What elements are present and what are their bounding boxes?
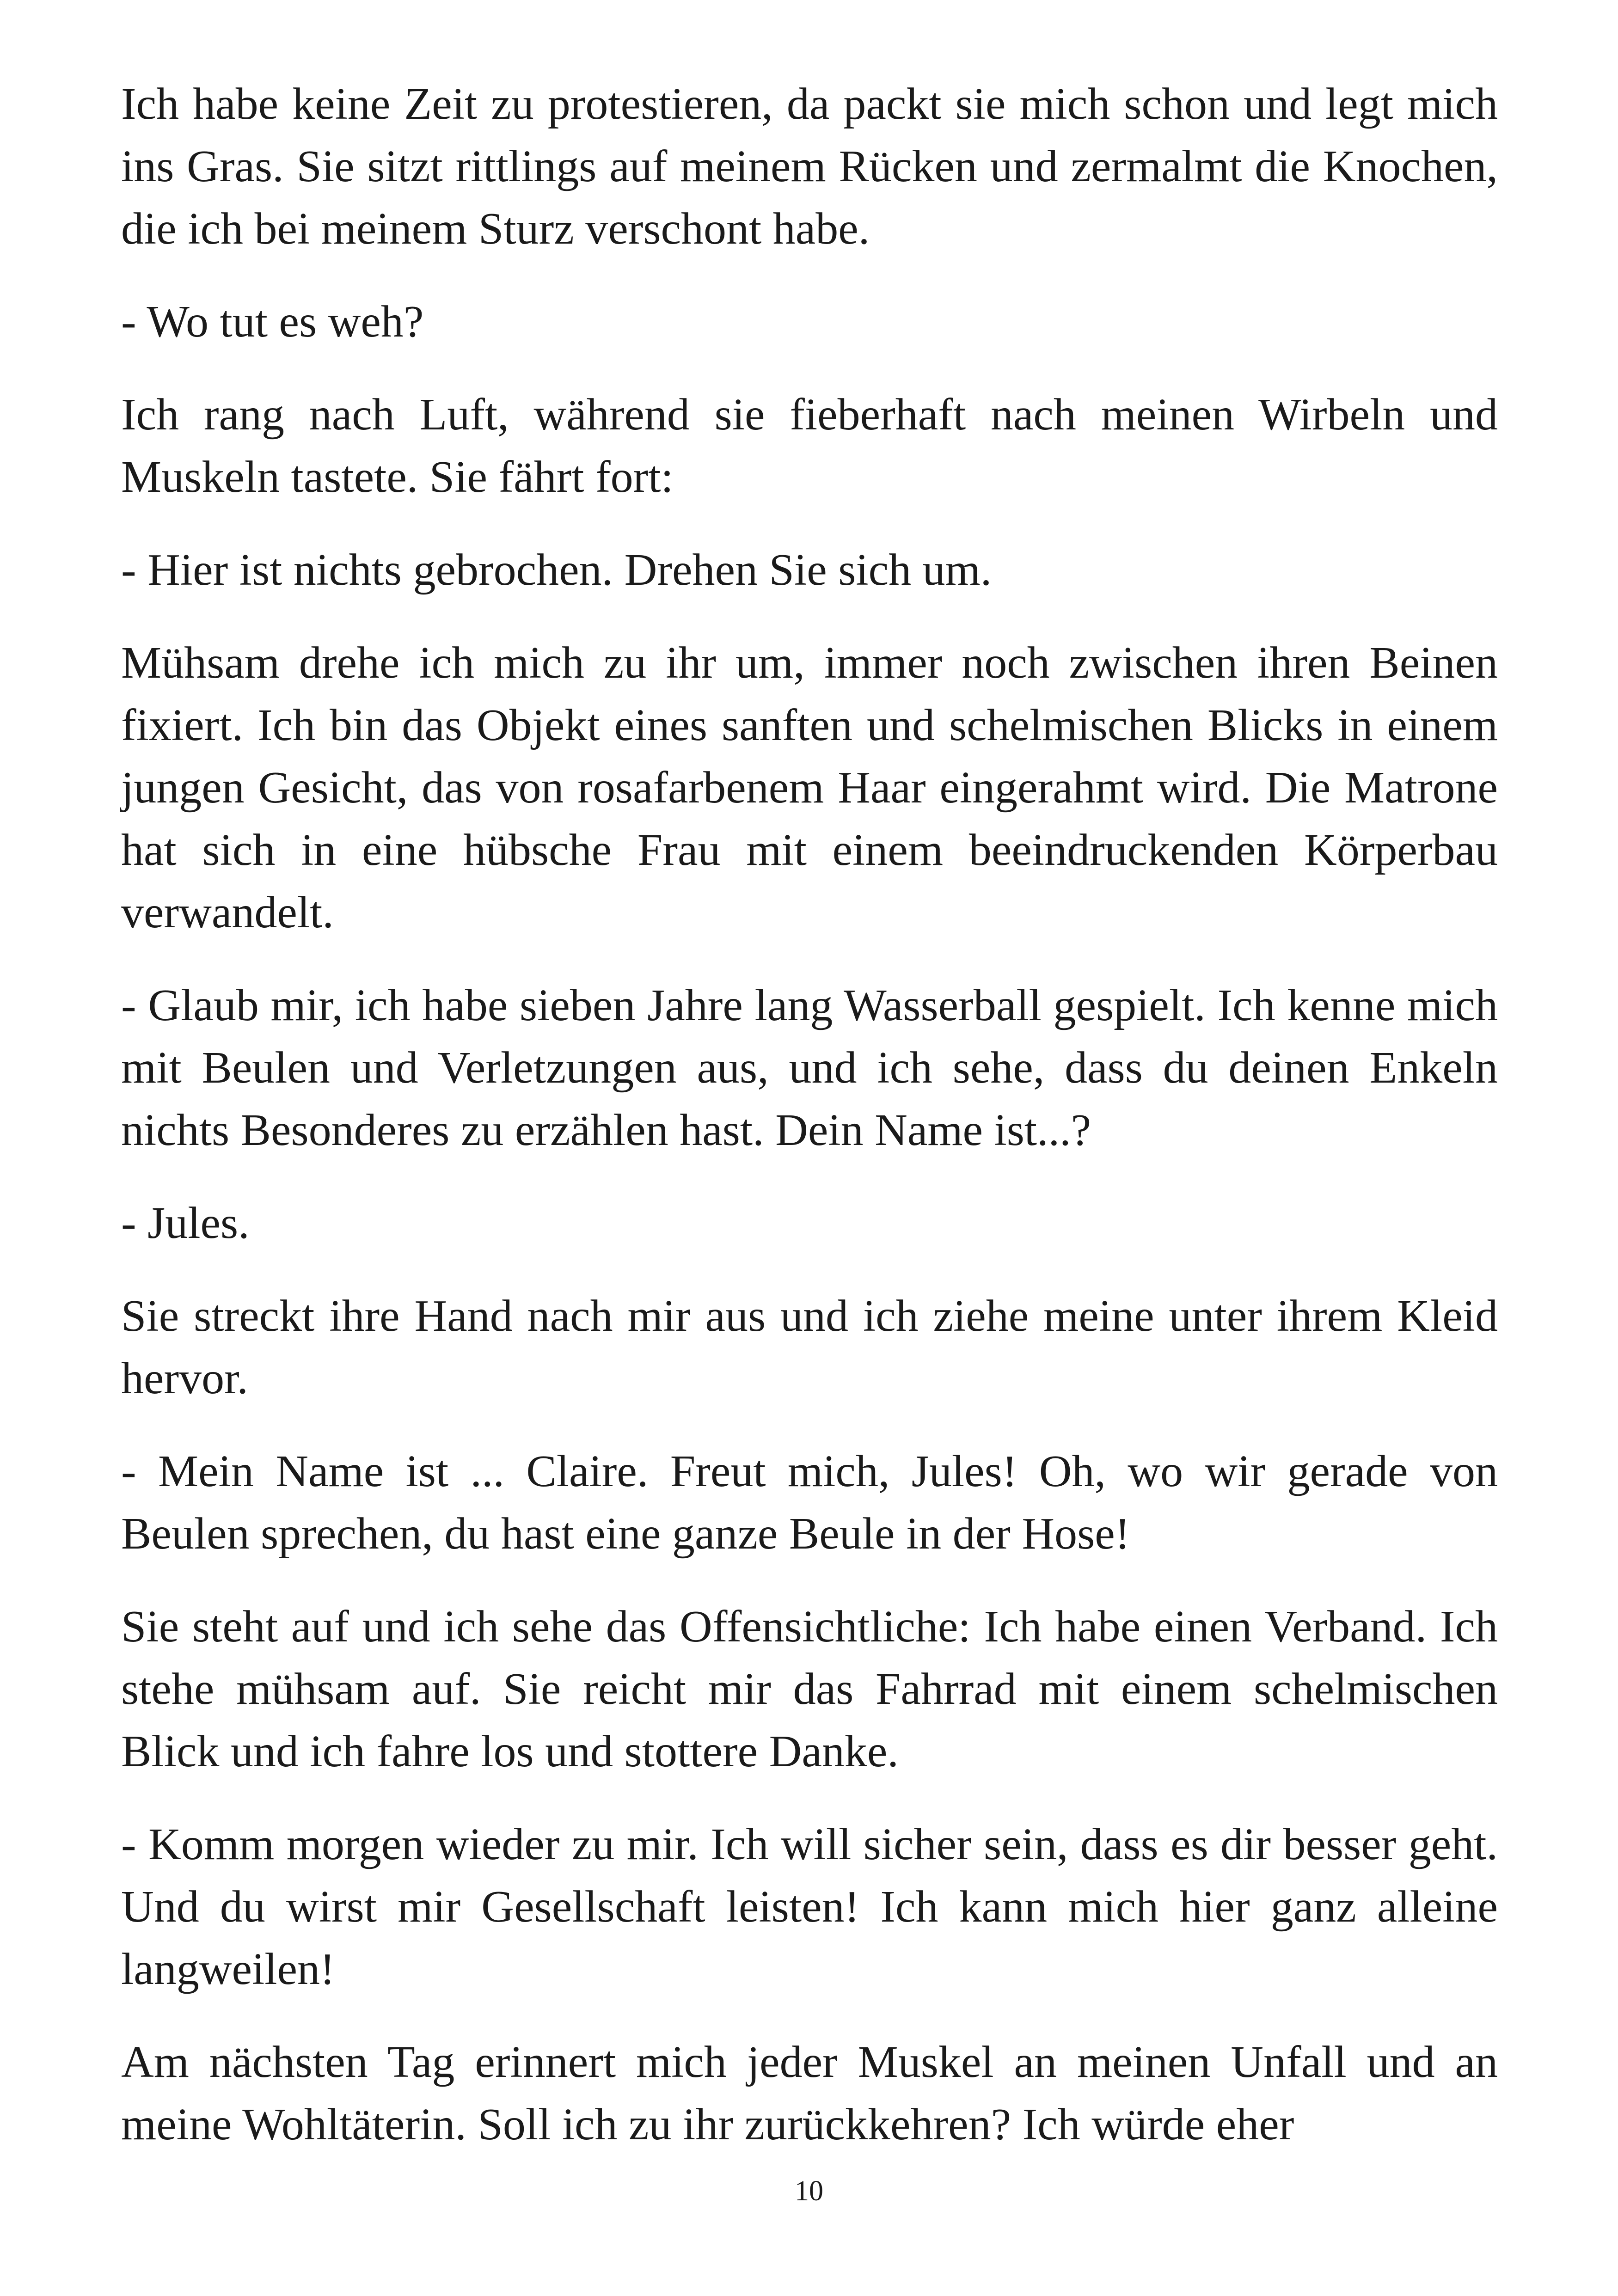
paragraph-8: Sie streckt ihre Hand nach mir aus und ich ziehe meine unter ihrem Kleid hervor. bbox=[121, 1291, 1498, 1403]
paragraph-12: Am nächsten Tag erinnert mich jeder Muskel an meinen Unfall und an meine Wohltäterin. Soll ich zu ihr zurückkehren? Ich würde eher bbox=[121, 2037, 1498, 2149]
paragraph-6: - Glaub mir, ich habe sieben Jahre lang Wasserball gespielt. Ich kenne mich mit Beulen und Verletzungen aus, und ich sehe, dass du deinen Enkeln nichts Besonderes zu erzählen hast. Dein Name ist...? bbox=[121, 980, 1498, 1155]
paragraph-7: - Jules. bbox=[121, 1198, 250, 1248]
body-text bbox=[121, 73, 1498, 2186]
paragraph-2: - Wo tut es weh? bbox=[121, 297, 424, 347]
paragraph-3: Ich rang nach Luft, während sie fieberhaft nach meinen Wirbeln und Muskeln tastete. Sie fährt fort: bbox=[121, 390, 1498, 502]
page-number: 10 bbox=[795, 2175, 823, 2207]
paragraph-1: Ich habe keine Zeit zu protestieren, da packt sie mich schon und legt mich ins Gras. Sie sitzt rittlings auf meinem Rücken und zermalmt die Knochen, die ich bei meinem Sturz verschont habe. bbox=[121, 79, 1498, 254]
paragraph-4: - Hier ist nichts gebrochen. Drehen Sie sich um. bbox=[121, 545, 992, 595]
paragraph-10: Sie steht auf und ich sehe das Offensichtliche: Ich habe einen Verband. Ich stehe mühsam auf. Sie reicht mir das Fahrrad mit einem schelmischen Blick und ich fahre los und stottere Danke. bbox=[121, 1602, 1498, 1776]
paragraph-5: Mühsam drehe ich mich zu ihr um, immer noch zwischen ihren Beinen fixiert. Ich bin das Objekt eines sanften und schelmischen Blicks in einem jungen Gesicht, das von rosafarbenem Haar eingerahmt wird. Die Matrone hat sich in eine hübsche Frau mit einem beeindruckenden Körperbau verwandelt. bbox=[121, 638, 1498, 937]
paragraph-11: - Komm morgen wieder zu mir. Ich will sicher sein, dass es dir besser geht. Und du wirst mir Gesellschaft leisten! Ich kann mich hier ganz alleine langweilen! bbox=[121, 1819, 1498, 1994]
paragraph-9: - Mein Name ist ... Claire. Freut mich, Jules! Oh, wo wir gerade von Beulen sprechen, du hast eine ganze Beule in der Hose! bbox=[121, 1446, 1498, 1559]
